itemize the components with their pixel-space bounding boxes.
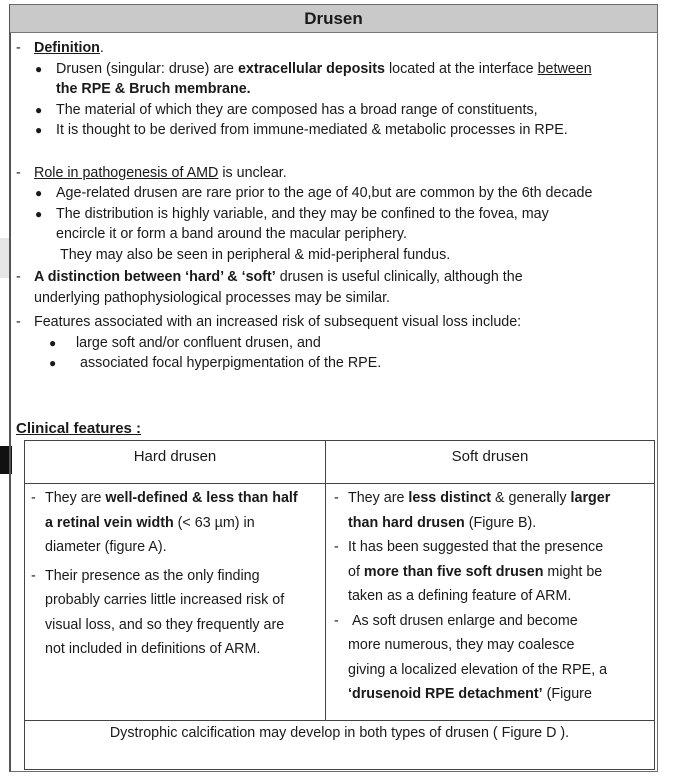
distinction-section: - A distinction between ‘hard’ & ‘soft’ drusen is useful clinically, although the underlying pathophysiological processes may be similar. <box>16 269 523 306</box>
role-list <box>16 183 658 245</box>
features-list <box>16 333 658 374</box>
definition-section: - Definition. ● Drusen (singular: druse) are extracellular deposits located at the interface between the RPE & Bruch membrane. ● The material of which they are composed has a broad range of constituents, ● It is thought to be derived from immune-mediated & metabolic processes in RPE. <box>16 38 658 141</box>
definition-heading: Definition <box>34 40 100 56</box>
bullet-icon: ● <box>49 356 57 370</box>
list-item: ● large soft and/or confluent drusen, and <box>16 333 658 354</box>
list-item: - It has been suggested that the presence of more than five soft drusen might be taken as a defining feature of ARM. <box>326 535 654 609</box>
list-item: ● The distribution is highly variable, and they may be confined to the fovea, may encircle it or form a band around the macular periphery. <box>35 205 549 242</box>
document-body <box>16 38 658 374</box>
clinical-features-table <box>24 440 655 770</box>
role-heading: Role in pathogenesis of AMD <box>34 164 219 181</box>
dash-marker: - <box>334 612 339 629</box>
role-extra: They may also be seen in peripheral & mid-peripheral fundus. <box>60 246 451 263</box>
calcification-note: Dystrophic calcification may develop in both types of drusen ( Figure D ). <box>25 721 655 770</box>
dash-marker: - <box>16 164 21 181</box>
list-item: - As soft drusen enlarge and become more numerous, they may coalesce giving a localized elevation of the RPE, a ‘drusenoid RPE detachment’ (Figure <box>326 609 654 707</box>
bullet-icon: ● <box>35 186 43 200</box>
list-item: ● The material of which they are composed has a broad range of constituents, <box>16 100 658 121</box>
soft-drusen-cell <box>326 484 655 721</box>
table-header-row <box>25 441 655 484</box>
list-item: - They are well-defined & less than half a retinal vein width (< 63 µm) in diameter (figure A). <box>25 486 325 560</box>
role-section: - Role in pathogenesis of AMD is unclear. ● Age-related drusen are rare prior to the age of 40,but are common by the 6th decade ● The distribution is highly variable, and they may be confined to the fovea, may encircle it or form a band around the macular periphery. They may also be seen in peripheral & mid-peripheral fundus. <box>16 163 658 266</box>
list-item: ● Drusen (singular: druse) are extracellular deposits located at the interface between the RPE & Bruch membrane. <box>35 60 592 97</box>
list-item: - Their presence as the only finding probably carries little increased risk of visual loss, and so they frequently are not included in definitions of ARM. <box>25 564 325 662</box>
dash-marker: - <box>16 269 21 285</box>
dash-marker: - <box>334 539 339 555</box>
soft-drusen-header: Soft drusen <box>326 441 655 484</box>
list-item: - They are less distinct & generally larger than hard drusen (Figure B). <box>326 486 654 535</box>
list-item: ● associated focal hyperpigmentation of the RPE. <box>16 353 658 374</box>
dash-marker: - <box>31 490 36 506</box>
hard-drusen-cell <box>25 484 326 721</box>
table-footer-row <box>25 721 655 770</box>
dash-marker: - <box>31 567 36 584</box>
dash-marker: - <box>16 40 21 56</box>
list-item: ● Age-related drusen are rare prior to the age of 40,but are common by the 6th decade <box>16 183 658 204</box>
dash-marker: - <box>16 314 21 330</box>
bullet-icon: ● <box>35 61 43 76</box>
bullet-icon: ● <box>49 335 57 350</box>
bullet-icon: ● <box>35 206 43 221</box>
page-title: Drusen <box>10 5 657 33</box>
features-section: - Features associated with an increased risk of subsequent visual loss include: ● large soft and/or confluent drusen, and ● associated focal hyperpigmentation of the RPE. <box>16 312 658 374</box>
list-item: ● It is thought to be derived from immune-mediated & metabolic processes in RPE. <box>16 120 658 141</box>
dash-marker: - <box>334 490 339 506</box>
table-row <box>25 484 655 721</box>
definition-list <box>16 59 658 141</box>
hard-drusen-header: Hard drusen <box>25 441 326 484</box>
bullet-icon: ● <box>35 102 43 117</box>
bullet-icon: ● <box>35 123 43 137</box>
clinical-features-heading: Clinical features : <box>16 420 142 437</box>
